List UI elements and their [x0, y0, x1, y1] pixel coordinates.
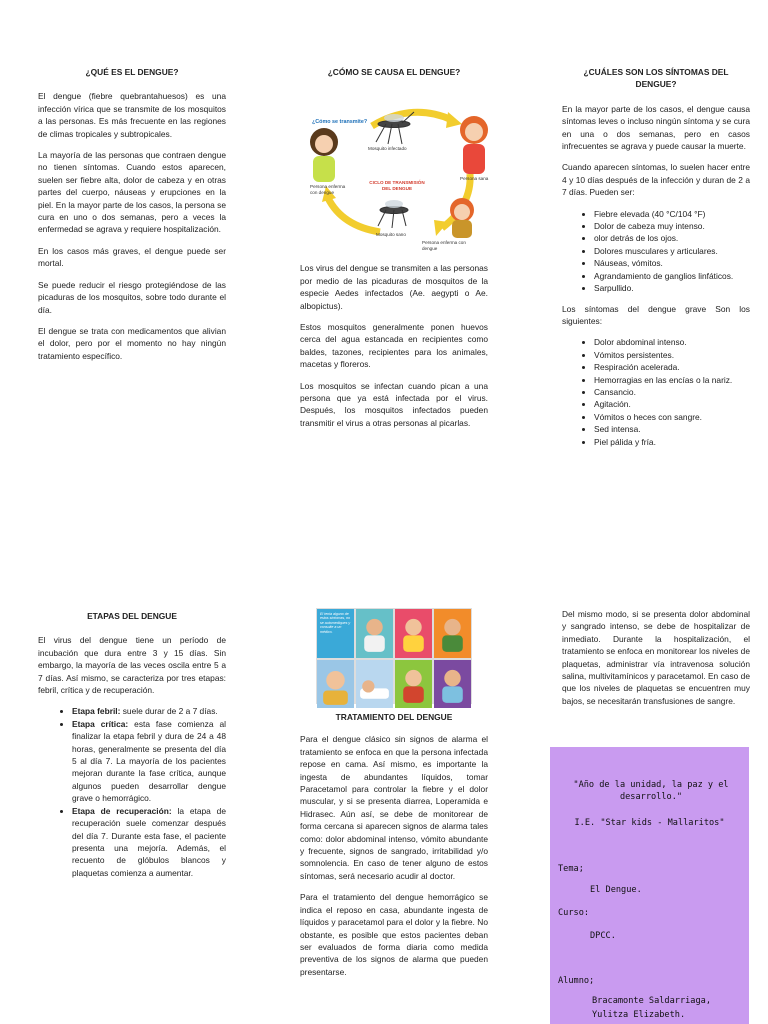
list-item: • Agrandamiento de ganglios linfáticos. [594, 270, 750, 282]
section-stages [38, 610, 226, 887]
section-heading: ¿CUÁLES SON LOS SÍNTOMAS DEL DENGUE? [583, 67, 729, 90]
symptom-tile [395, 609, 432, 658]
paragraph: En los casos más graves, el dengue puede ser mortal. [38, 245, 226, 269]
section-hospitalization [562, 608, 750, 716]
section-heading: ETAPAS DEL DENGUE [87, 611, 177, 621]
paragraph: Para el dengue clásico sin signos de alarma el tratamiento se enfoca en que la persona infectada repose en cama. Así mismo, es importante la ingesta de abundantes líquidos, tomar Paracetamol para controlar la fiebre y el dolor muscular, y si se presenta diarrea, Loperamida e Hidrasec. Aún así, se debe de monitorear de forma cercana si aparecen signos de alarma tales como: dolor abdominal intenso, vómito abundante y frecuente, signos de sangrado, irritabilidad y/o somnolencia. En caso de tener alguno de estos síntomas, será necesario acudir al doctor. [300, 734, 488, 881]
list-item: • olor detrás de los ojos. [594, 232, 750, 244]
list-item [72, 805, 226, 879]
diagram-center-title: CICLO DE TRANSMISIÓN DEL DENGUE [369, 180, 425, 191]
list-item: • Fiebre elevada (40 °C/104 °F) [594, 208, 750, 220]
stage-list [38, 705, 226, 879]
list-item [72, 705, 226, 717]
diagram-label: Persona enferma con dengue [422, 240, 466, 251]
paragraph: Estos mosquitos generalmente ponen huevos cerca del agua estancada en recipientes como baldes, tazones, recipientes para los animales, macetas y floreros. [300, 322, 488, 370]
paragraph: Los síntomas del dengue grave Son los siguientes: [562, 303, 750, 326]
section-symptoms [562, 66, 750, 456]
paragraph: La mayoría de las personas que contraen dengue no tienen síntomas. Cuando estos aparecen, suelen ser fiebre alta, dolor de cabeza y en otras partes del cuerpo, náuseas y erupciones en la piel. En la mayor parte de los casos, la persona se cura en uno o dos semanas, pero a veces la enfermedad se agrava y requiere hospitalización. [38, 150, 226, 235]
paragraph: En la mayor parte de los casos, el dengue causa síntomas leves o incluso ningún síntoma y se cura en una o dos semanas, pero en casos infrecuentes se agrava y puede causar la muerte. [562, 103, 750, 152]
symptom-illustration [316, 608, 472, 704]
tema-value: El Dengue. [590, 885, 642, 895]
symptom-tile [434, 609, 471, 658]
list-item: • Agitación. [594, 398, 750, 410]
section-what-is-dengue [38, 66, 226, 371]
section-heading: TRATAMIENTO DEL DENGUE [335, 712, 453, 722]
info-tile [317, 609, 354, 658]
tema-label: Tema; [558, 864, 584, 874]
stage-text: suele durar de 2 a 7 días. [120, 706, 218, 717]
paragraph: El virus del dengue tiene un período de incubación que dura entre 3 y 15 días. Sin embargo, la mayoría de las veces oscila entre 5 a 7 días. Así mismo, se caracteriza por tres etapas: febril, crítica y de recuperación. [38, 635, 226, 696]
list-item: • Dolor de cabeza muy intenso. [594, 220, 750, 232]
symptom-tile [356, 660, 393, 709]
paragraph: El dengue (fiebre quebrantahuesos) es una infección vírica que se transmite de los mosquitos a las personas. Es más frecuente en las regiones de climas tropicales y subtropicales. [38, 91, 226, 139]
symptom-tile [356, 609, 393, 658]
motto: "Año de la unidad, la paz y el desarrollo." [573, 780, 729, 802]
stage-name: Etapa crítica: [72, 718, 129, 729]
paragraph: Cuando aparecen síntomas, lo suelen hacer entre 4 y 10 días después de la infección y duran de 2 a 7 días. Pueden ser: [562, 162, 750, 198]
stage-name: Etapa febril: [72, 706, 121, 717]
paragraph: Para el tratamiento del dengue hemorrágico se indica el reposo en casa, abundante ingesta de líquidos y paracetamol para el dolor y la fiebre. No obstante, es posible que estos pacientes deban ser evaluados de forma diaria como medida preventiva de los signos de alarma que pueden presentarse. [300, 892, 488, 977]
list-item: • Dolores musculares y articulares. [594, 245, 750, 257]
alumno-name-2: Yulitza Elizabeth. [592, 1010, 686, 1020]
list-item: • Vómitos o heces con sangre. [594, 411, 750, 423]
transmission-cycle-diagram [302, 90, 494, 250]
school-name: I.E. "Star kids - Mallaritos" [574, 818, 725, 828]
list-item: • Náuseas, vómitos. [594, 257, 750, 269]
symptom-tile [317, 660, 354, 709]
list-item: • Sarpullido. [594, 282, 750, 294]
list-item: • Cansancio. [594, 386, 750, 398]
list-item: • Vómitos persistentes. [594, 349, 750, 361]
section-heading: ¿QUÉ ES EL DENGUE? [85, 67, 179, 77]
paragraph: Se puede reducir el riesgo protegiéndose de las picaduras de los mosquitos, sobre todo durante el día. [38, 279, 226, 315]
stage-text: esta fase comienza al finalizar la etapa febril y dura de 24 a 48 horas, generalmente se presenta del día 5 al día 7. La mayoría de los pacientes mejoran durante la fase crítica, aunque algunos pueden desarrollar dengue grave o hemorrágico. [72, 718, 226, 804]
section-how-caused [300, 66, 488, 438]
list-item [72, 718, 226, 805]
diagram-label: Persona enferma con dengue [310, 184, 346, 195]
alumno-label: Alumno; [558, 976, 595, 986]
cover-box [550, 747, 749, 1024]
diagram-label: Persona sana [460, 176, 489, 182]
diagram-label: Mosquito infectado [368, 146, 407, 152]
severe-symptom-list [562, 336, 750, 448]
symptom-list [562, 208, 750, 295]
diagram-label: Mosquito sano [376, 232, 406, 238]
diagram-question: ¿Cómo se transmite? [312, 119, 368, 126]
paragraph: El dengue se trata con medicamentos que alivian el dolor, pero por el momento no hay ningún tratamiento específico. [38, 325, 226, 361]
section-treatment [300, 608, 488, 987]
section-heading: ¿CÓMO SE CAUSA EL DENGUE? [327, 67, 461, 77]
image-caption: El tenia alguno de estos síntomas, no se automediques y consulte a un médico. [320, 612, 351, 634]
list-item: • Hemorragias en las encías o la nariz. [594, 374, 750, 386]
symptom-tile [395, 660, 432, 709]
alumno-name-1: Bracamonte Saldarriaga, [592, 996, 711, 1006]
curso-value: DPCC. [590, 931, 616, 941]
list-item: • Respiración acelerada. [594, 361, 750, 373]
paragraph: Del mismo modo, si se presenta dolor abdominal y sangrado intenso, se debe de hospitalizar de inmediato. Durante la hospitalización, el tratamiento se enfoca en monitorear los niveles de plaquetas, administrar vía intravenosa solución salina, multivitamínicos y paracetamol. En caso de que los niveles de plaquetas se encuentren muy bajos, se necesitarán transfusiones de sangre. [562, 609, 750, 706]
list-item: • Sed intensa. [594, 423, 750, 435]
list-item: • Dolor abdominal intenso. [594, 336, 750, 348]
stage-text: la etapa de recuperación suele comenzar después del día 7. Durante esta fase, el paciente presenta una mejoría. Además, el recuento de glóbulos blancos y plaquetas comienza a aumentar. [72, 805, 227, 878]
paragraph: Los mosquitos se infectan cuando pican a una persona que ya está infectada por el virus. Después, los mosquitos infectados pueden transmitir el virus a otras personas al picarlas. [300, 380, 488, 428]
list-item: • Piel pálida y fría. [594, 436, 750, 448]
symptom-tile [434, 660, 471, 709]
stage-name: Etapa de recuperación: [72, 805, 172, 816]
paragraph: Los virus del dengue se transmiten a las personas por medio de las picaduras de mosquitos de la especie Aedes infectados (Ae. aegypti o Ae. albopictus). [300, 263, 488, 311]
curso-label: Curso: [558, 908, 590, 918]
